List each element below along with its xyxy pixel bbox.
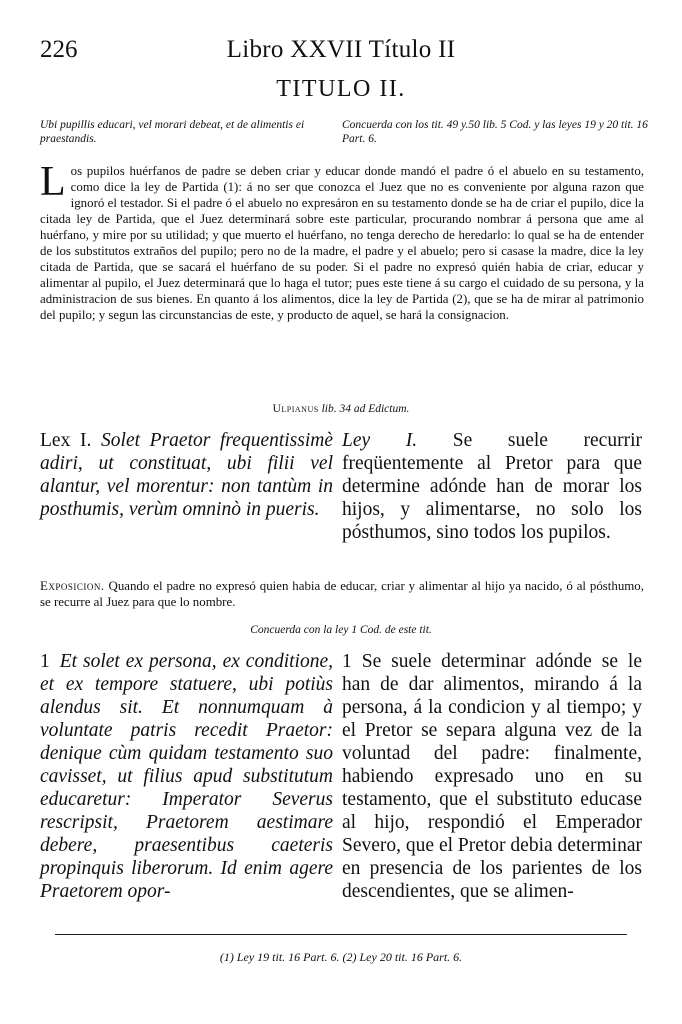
page-number: 226 xyxy=(40,36,78,63)
lex-1-label: Lex I. xyxy=(40,430,92,451)
footnotes: (1) Ley 19 tit. 16 Part. 6. (2) Ley 20 tit. 16 Part. 6. xyxy=(219,950,463,964)
source-author: Ulpianus xyxy=(272,403,319,415)
intro-paragraph xyxy=(40,159,644,323)
intro-text: os pupilos huérfanos de padre se deben criar y educar donde mandó el padre ó el abuelo en su testamento, como dice la ley de Partida (1): á no ser que conozca el Juez que no es conveniente por alguna razon que ignoró el testador. Si el padre ó el abuelo no expresáron en su testamento donde se ha de criar el pupilo, dice la citada ley de Partida, que el Juez determinará sobre este particular, procurando nombrar á persona que ame al huérfano, y mire por su utilidad; y que muerto el huérfano, no tenga derecho de heredarlo: lo qual se ha de entender de los substitutos extraños del pupilo; pero no de la madre, el padre y el abuelo; pero si casase la madre, dice la ley citada de Partida, que se sacará el huérfano de su poder. Si el padre no expresó quién habia de criar, educar y alimentar al pupilo, el Juez determinará que lo haga el tutor; pues este tiene á su cargo el cuidado de su persona, y la administracion de sus bienes. En quanto á los alimentos, dice la ley de Partida (2), que se ha de mirar al patrimonio del pupilo; y segun las circunstancias de este, y producto de aquel, se hará la consignacion. xyxy=(40,164,644,322)
page-title: TITULO II. xyxy=(276,76,406,102)
section-1-latin xyxy=(40,650,333,903)
concordance-note: Concuerda con la ley 1 Cod. de este tit. xyxy=(250,624,432,636)
ley-1-label: Ley I. xyxy=(342,430,418,451)
section-1-number: 1 xyxy=(40,651,50,672)
summary-latin: Ubi pupillis educari, vel morari debeat, et de alimentis ei praestandis. xyxy=(40,119,305,145)
drop-cap: L xyxy=(40,159,66,205)
exposicion-paragraph xyxy=(40,578,644,610)
section-1-latin-text: Et solet ex persona, ex conditione, et ex tempore statuere, ubi potiùs alendus sit. Et nonnumquam à voluntate patris recedit Praetor: denique cùm quidam testamento suo cavisset, ut filius apud substitutum educaretur: Imperator Severus rescripsit, Praetorem aestimare debere, praesentibus caeteris propinquis liberorum. Id enim agere Praetorem opor- xyxy=(40,651,333,902)
ley-1-text: Se suele recurrir freqüentemente al Pretor para que determine adónde han de morar los hijos, y alimentarse, no solo los pósthumos, sino todos los pupilos. xyxy=(342,430,642,543)
section-1-spanish-text: Se suele determinar adónde se le han de dar alimentos, mirando á la persona, á la condicion y al tiempo; y el Pretor se separa alguna vez de la voluntad del padre: finalmente, habiendo expresado uno en su testamento, que el substituto educase al hijo, respondió el Emperador Severo, que el Pretor debia determinar en presencia de los parientes de los descendientes, que se alimen- xyxy=(342,651,642,902)
section-1-spanish xyxy=(342,650,642,903)
source-citation xyxy=(0,403,682,415)
running-head: Libro XXVII Título II xyxy=(226,36,456,63)
lex-1-text: Solet Praetor frequentissimè adiri, ut constituat, ubi filii vel alantur, vel morentur: non tantùm in posthumis, verùm omninò in pueris. xyxy=(40,430,334,520)
exposicion-label: Exposicion. xyxy=(40,579,105,593)
summary-concordance: Concuerda con los tit. 49 y.50 lib. 5 Cod. y las leyes 19 y 20 tit. 16 Part. 6. xyxy=(342,119,648,145)
ley-1-spanish xyxy=(342,429,642,544)
source-reference: lib. 34 ad Edictum. xyxy=(321,403,410,415)
exposicion-text: Quando el padre no expresó quien habia de educar, criar y alimentar al hijo ya nacido, ó al pósthumo, se recurre al Juez para que lo nombre. xyxy=(40,579,644,609)
section-1-number-es: 1 xyxy=(342,651,352,672)
footnote-divider xyxy=(55,934,627,935)
lex-1-latin xyxy=(40,429,333,521)
